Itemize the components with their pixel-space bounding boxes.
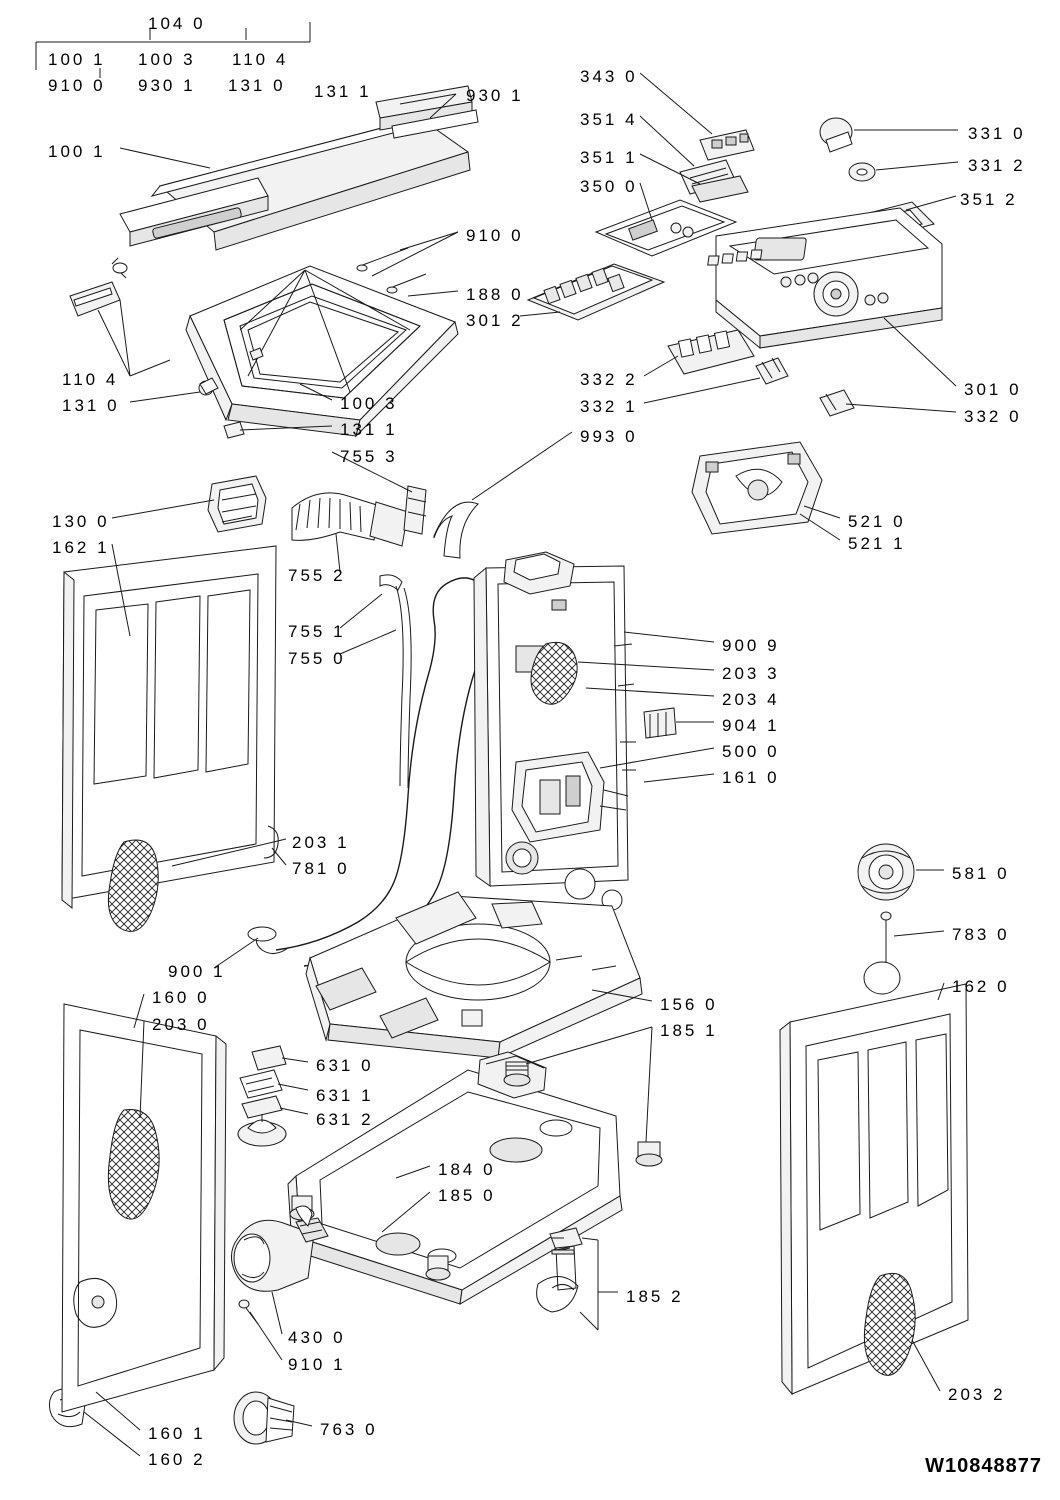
part-label: 156 0	[660, 995, 718, 1014]
part-label: 100 1	[48, 142, 106, 161]
part-label: 130 0	[52, 512, 110, 531]
document-id: W10848877	[925, 1455, 1042, 1477]
part-label: 521 1	[848, 534, 906, 553]
part-label: 910 0	[466, 226, 524, 245]
part-label: 301 0	[964, 380, 1022, 399]
part-label: 930 1	[466, 86, 524, 105]
part-label: 162 1	[52, 538, 110, 557]
part-label: 104 0	[148, 14, 206, 33]
pump-cover-assembly	[692, 442, 822, 534]
part-label: 904 1	[722, 716, 780, 735]
part-label: 160 0	[152, 988, 210, 1007]
part-label: 500 0	[722, 742, 780, 761]
part-label: 993 0	[580, 427, 638, 446]
tub-support-assembly	[306, 892, 642, 1058]
part-label: 188 0	[466, 285, 524, 304]
door-switch-bracket	[208, 476, 266, 532]
part-label: 781 0	[292, 859, 350, 878]
part-label: 351 2	[960, 190, 1018, 209]
part-label: 100 3	[340, 394, 398, 413]
part-label: 910 1	[288, 1355, 346, 1374]
part-label: 160 2	[148, 1450, 206, 1469]
part-label: 332 0	[964, 407, 1022, 426]
part-label: 332 1	[580, 397, 638, 416]
part-label: 521 0	[848, 512, 906, 531]
part-label: 332 2	[580, 370, 638, 389]
part-label: 162 0	[952, 977, 1010, 996]
part-label: 930 1	[138, 76, 196, 95]
pulley-parts	[858, 844, 914, 994]
part-label: 430 0	[288, 1328, 346, 1347]
cap-parts	[238, 1114, 286, 1146]
part-label: 203 1	[292, 833, 350, 852]
part-label: 631 2	[316, 1110, 374, 1129]
part-label: 900 1	[168, 962, 226, 981]
right-side-panel	[780, 984, 968, 1394]
part-label: 203 4	[722, 690, 780, 709]
part-label: 185 2	[626, 1287, 684, 1306]
part-label: 184 0	[438, 1160, 496, 1179]
part-label: 783 0	[952, 925, 1010, 944]
part-label: 351 4	[580, 110, 638, 129]
part-label: 351 1	[580, 148, 638, 167]
part-label: 185 0	[438, 1186, 496, 1205]
part-label: 631 1	[316, 1086, 374, 1105]
part-label: 900 9	[722, 636, 780, 655]
front-panel	[62, 1004, 226, 1412]
part-label: 631 0	[316, 1056, 374, 1075]
part-label: 110 4	[232, 50, 289, 69]
lid-assembly	[70, 86, 478, 438]
part-label: 161 0	[722, 768, 780, 787]
part-label: 160 1	[148, 1424, 206, 1443]
part-label: 755 0	[288, 649, 346, 668]
part-label: 131 1	[314, 82, 372, 101]
part-label: 100 1	[48, 50, 106, 69]
part-label: 131 0	[228, 76, 286, 95]
part-label: 131 0	[62, 396, 120, 415]
part-label: 131 1	[340, 420, 398, 439]
part-label: 203 0	[152, 1015, 210, 1034]
part-label: 100 3	[138, 50, 196, 69]
part-label: 203 3	[722, 664, 780, 683]
pump-assembly	[231, 1206, 328, 1324]
filter-part	[234, 1392, 294, 1444]
part-label: 343 0	[580, 67, 638, 86]
part-label: 350 0	[580, 177, 638, 196]
part-label: 331 2	[968, 156, 1026, 175]
part-label: 755 1	[288, 622, 346, 641]
part-label: 755 2	[288, 566, 346, 585]
switch-parts	[240, 1046, 286, 1118]
part-label: 755 3	[340, 447, 398, 466]
part-label: 301 2	[466, 311, 524, 330]
rear-chassis-assembly	[474, 552, 676, 910]
part-label: 331 0	[968, 124, 1026, 143]
part-label: 763 0	[320, 1420, 378, 1439]
left-side-panel	[62, 546, 278, 931]
part-label: 185 1	[660, 1021, 718, 1040]
part-label: 581 0	[952, 864, 1010, 883]
part-label: 203 2	[948, 1385, 1006, 1404]
part-label: 110 4	[62, 370, 119, 389]
part-label: 910 0	[48, 76, 106, 95]
